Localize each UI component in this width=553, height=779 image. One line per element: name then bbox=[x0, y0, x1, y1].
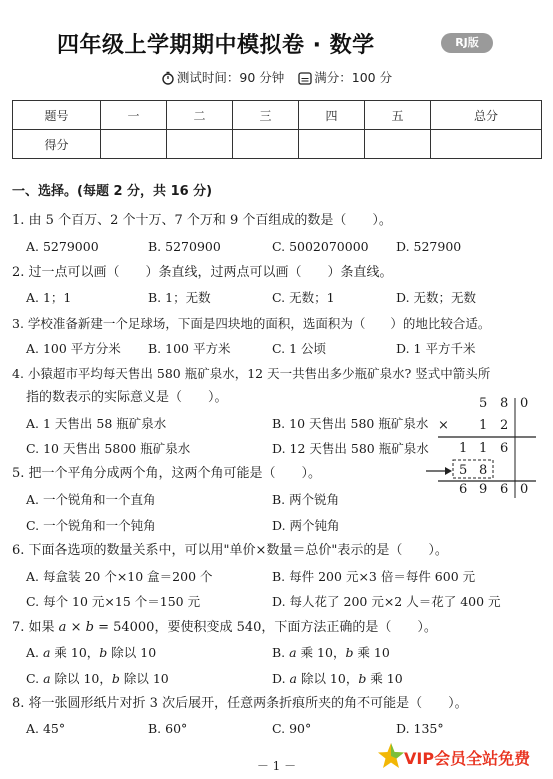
q1-option-a[interactable]: A. 5279000 bbox=[26, 239, 99, 254]
section-heading: 一、选择。(每题 2 分，共 16 分) bbox=[12, 184, 213, 199]
q5-option-b[interactable]: B. 两个锐角 bbox=[272, 492, 340, 507]
calc-digit: 6 bbox=[459, 482, 468, 497]
title-row bbox=[0, 28, 553, 58]
q6-option-d[interactable]: D. 每人花了 200 元×2 人＝花了 400 元 bbox=[272, 594, 501, 609]
q6-option-b[interactable]: B. 每件 200 元×3 倍＝每件 600 元 bbox=[272, 569, 476, 584]
vertical-multiplication bbox=[438, 396, 538, 496]
calc-digit: 1 bbox=[479, 441, 488, 456]
score-input-cell[interactable] bbox=[365, 130, 431, 159]
stopwatch-icon bbox=[161, 71, 175, 85]
question-5: 5. 把一个平角分成两个角，这两个角可能是（ ）。 bbox=[12, 466, 322, 481]
question-7: 7. 如果 a × b = 54000，要使积变成 540，下面方法正确的是（ ）。 bbox=[12, 620, 437, 635]
q7-option-b[interactable]: B. a 乘 10，b 乘 10 bbox=[272, 645, 390, 660]
q7-option-d[interactable]: D. a 除以 10，b 乘 10 bbox=[272, 671, 403, 686]
table-cell: 五 bbox=[365, 101, 431, 130]
q1-option-d[interactable]: D. 527900 bbox=[396, 239, 462, 254]
question-1: 1. 由 5 个百万、2 个十万、7 个万和 9 个百组成的数是（ ）。 bbox=[12, 213, 392, 228]
calc-lines bbox=[430, 396, 538, 500]
q2-option-d[interactable]: D. 无数；无数 bbox=[396, 290, 477, 305]
question-4-line1: 4. 小猿超市平均每天售出 580 瓶矿泉水，12 天一共售出多少瓶矿泉水? 竖式中箭头所 bbox=[12, 366, 491, 381]
q8-option-b[interactable]: B. 60° bbox=[148, 721, 188, 736]
q4-option-d[interactable]: D. 12 天售出 580 瓶矿泉水 bbox=[272, 441, 429, 456]
score-input-cell[interactable] bbox=[431, 130, 542, 159]
table-row bbox=[13, 130, 542, 159]
q1-option-b[interactable]: B. 5270900 bbox=[148, 239, 221, 254]
q6-option-c[interactable]: C. 每个 10 元×15 个＝150 元 bbox=[26, 594, 201, 609]
q7-option-a[interactable]: A. a 乘 10，b 除以 10 bbox=[26, 645, 157, 660]
table-row bbox=[13, 101, 542, 130]
calc-digit: 5 bbox=[459, 463, 468, 478]
score-table bbox=[12, 100, 542, 159]
table-cell: 题号 bbox=[13, 101, 101, 130]
q4-option-a[interactable]: A. 1 天售出 58 瓶矿泉水 bbox=[26, 416, 167, 431]
table-cell: 得分 bbox=[13, 130, 101, 159]
exam-info bbox=[0, 68, 553, 86]
q2-option-b[interactable]: B. 1；无数 bbox=[148, 290, 211, 305]
page-number: － 1 － bbox=[256, 759, 297, 773]
calc-digit: 6 bbox=[500, 482, 509, 497]
table-cell: 总分 bbox=[431, 101, 542, 130]
q3-option-a[interactable]: A. 100 平方分米 bbox=[26, 341, 121, 356]
calc-digit: 8 bbox=[500, 396, 509, 411]
star-icon bbox=[376, 741, 406, 771]
score-input-cell[interactable] bbox=[299, 130, 365, 159]
q8-option-a[interactable]: A. 45° bbox=[26, 721, 66, 736]
score-label: 满分：100 分 bbox=[314, 70, 393, 85]
q2-option-c[interactable]: C. 无数；1 bbox=[272, 290, 335, 305]
calc-digit: 1 bbox=[479, 418, 488, 433]
question-8: 8. 将一张圆形纸片对折 3 次后展开，任意两条折痕所夹的角不可能是（ ）。 bbox=[12, 696, 468, 711]
calc-digit: 2 bbox=[500, 418, 509, 433]
question-3: 3. 学校准备新建一个足球场，下面是四块地的面积，选面积为（ ）的地比较合适。 bbox=[12, 316, 491, 331]
calc-digit: 1 bbox=[459, 441, 468, 456]
time-label: 测试时间：90 分钟 bbox=[176, 70, 285, 85]
table-cell: 三 bbox=[233, 101, 299, 130]
q2-option-a[interactable]: A. 1；1 bbox=[26, 290, 72, 305]
vip-banner[interactable] bbox=[376, 741, 553, 771]
q5-option-d[interactable]: D. 两个钝角 bbox=[272, 518, 340, 533]
vip-text[interactable]: VIP会员全站免费 bbox=[404, 749, 531, 768]
q5-option-a[interactable]: A. 一个锐角和一个直角 bbox=[26, 492, 156, 507]
edition-badge: RJ版 bbox=[441, 33, 493, 53]
table-cell: 四 bbox=[299, 101, 365, 130]
q1-option-c[interactable]: C. 5002070000 bbox=[272, 239, 369, 254]
q3-option-d[interactable]: D. 1 平方千米 bbox=[396, 341, 476, 356]
calc-digit: 8 bbox=[479, 463, 488, 478]
q3-option-c[interactable]: C. 1 公顷 bbox=[272, 341, 326, 356]
q3-option-b[interactable]: B. 100 平方米 bbox=[148, 341, 231, 356]
calc-digit: 0 bbox=[520, 396, 529, 411]
question-2: 2. 过一点可以画（ ）条直线，过两点可以画（ ）条直线。 bbox=[12, 265, 393, 280]
calc-digit: 9 bbox=[479, 482, 488, 497]
question-6: 6. 下面各选项的数量关系中，可以用"单价×数量＝总价"表示的是（ ）。 bbox=[12, 543, 448, 558]
exam-title: 四年级上学期期中模拟卷 · 数学 bbox=[57, 33, 375, 58]
score-icon bbox=[298, 71, 312, 85]
q4-option-b[interactable]: B. 10 天售出 580 瓶矿泉水 bbox=[272, 416, 429, 431]
q4-option-c[interactable]: C. 10 天售出 5800 瓶矿泉水 bbox=[26, 441, 191, 456]
q8-option-d[interactable]: D. 135° bbox=[396, 721, 444, 736]
q6-option-a[interactable]: A. 每盒装 20 个×10 盒＝200 个 bbox=[26, 569, 213, 584]
calc-digit: 6 bbox=[500, 441, 509, 456]
score-input-cell[interactable] bbox=[233, 130, 299, 159]
score-input-cell[interactable] bbox=[167, 130, 233, 159]
q5-option-c[interactable]: C. 一个锐角和一个钝角 bbox=[26, 518, 156, 533]
table-cell: 一 bbox=[101, 101, 167, 130]
question-4-line2: 指的数表示的实际意义是（ ）。 bbox=[26, 390, 228, 405]
calc-digit: 5 bbox=[479, 396, 488, 411]
table-cell: 二 bbox=[167, 101, 233, 130]
score-input-cell[interactable] bbox=[101, 130, 167, 159]
q7-option-c[interactable]: C. a 除以 10，b 除以 10 bbox=[26, 671, 169, 686]
times-sign: × bbox=[438, 418, 449, 433]
calc-digit: 0 bbox=[520, 482, 529, 497]
q8-option-c[interactable]: C. 90° bbox=[272, 721, 312, 736]
